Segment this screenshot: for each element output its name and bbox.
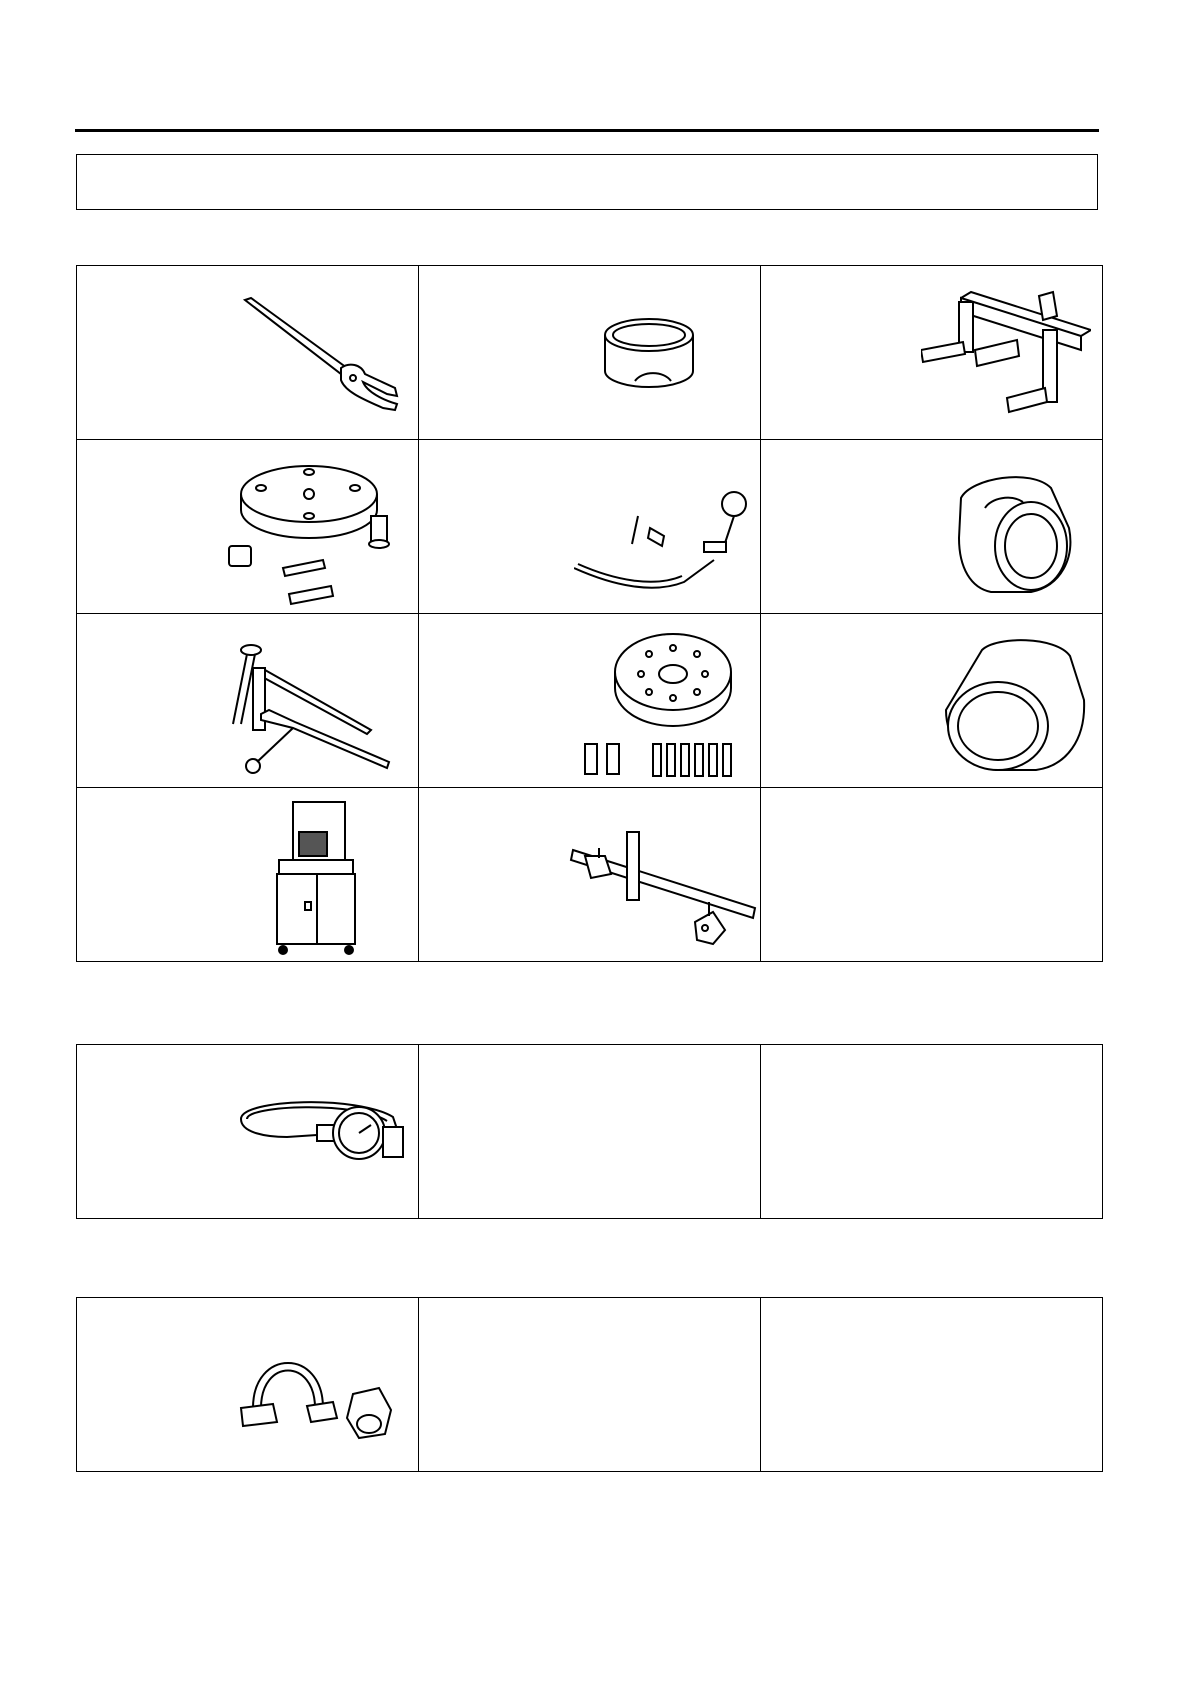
special-tools-table-2 (76, 1044, 1103, 1219)
table-row (77, 1045, 1103, 1219)
tool-cell (77, 1045, 419, 1219)
tool-cell (419, 1045, 761, 1219)
tool-cell (77, 614, 419, 788)
hose-adapter-set-icon (233, 1338, 413, 1448)
table-row (77, 1298, 1103, 1472)
flywheel-holder-wrench-icon (237, 296, 417, 416)
top-rule (75, 129, 1099, 132)
fuel-pressure-gauge-set-icon (574, 490, 754, 600)
table-row (77, 788, 1103, 962)
bearing-puller-icon (921, 286, 1091, 421)
special-tools-table (76, 265, 1103, 962)
header-box (76, 154, 1098, 210)
tool-cell (419, 788, 761, 962)
special-tools-table-3 (76, 1297, 1103, 1472)
tool-cell (761, 440, 1103, 614)
ring-collar-icon (599, 311, 699, 401)
tool-cell (761, 1045, 1103, 1219)
compression-gauge-icon (237, 1089, 417, 1189)
table-row (77, 266, 1103, 440)
table-row (77, 440, 1103, 614)
crankshaft-holder-plate-set-icon (227, 458, 407, 608)
diagnostic-tester-cabinet-icon (273, 798, 363, 958)
tool-cell (419, 266, 761, 440)
cylindrical-sleeve-icon (936, 630, 1086, 775)
tool-cell (77, 266, 419, 440)
bearing-installer-sleeve-icon (951, 468, 1081, 598)
tool-cell (77, 1298, 419, 1472)
tool-cell (761, 788, 1103, 962)
tool-cell (419, 1298, 761, 1472)
tool-cell (77, 788, 419, 962)
tool-cell (419, 440, 761, 614)
rotor-puller-plate-set-icon (579, 628, 749, 778)
tool-cell (761, 1298, 1103, 1472)
tool-cell (761, 266, 1103, 440)
tool-cell (77, 440, 419, 614)
tool-cell (419, 614, 761, 788)
table-row (77, 614, 1103, 788)
valve-guide-tools-icon (227, 642, 407, 782)
engine-support-bar-icon (569, 808, 759, 958)
tool-cell (761, 614, 1103, 788)
